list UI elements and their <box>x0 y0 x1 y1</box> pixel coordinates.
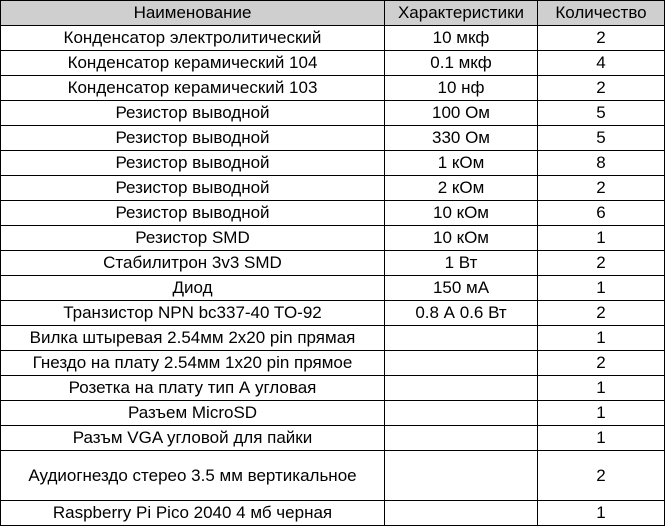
cell-quantity: 1 <box>538 401 665 426</box>
cell-quantity: 2 <box>538 26 665 51</box>
table-row <box>1 51 665 76</box>
table-row <box>1 501 665 526</box>
cell-quantity: 2 <box>538 251 665 276</box>
cell-quantity: 1 <box>538 326 665 351</box>
cell-name: Вилка штыревая 2.54мм 2x20 pin прямая <box>1 326 385 351</box>
cell-name: Raspberry Pi Pico 2040 4 мб черная <box>1 501 385 526</box>
cell-characteristics: 10 кОм <box>385 201 538 226</box>
cell-name: Конденсатор керамический 104 <box>1 51 385 76</box>
header-characteristics: Характеристики <box>385 1 538 26</box>
table-row <box>1 126 665 151</box>
cell-characteristics: 1 Вт <box>385 251 538 276</box>
table-row <box>1 151 665 176</box>
cell-characteristics: 10 кОм <box>385 226 538 251</box>
cell-name: Аудиогнездо стерео 3.5 мм вертикальное <box>1 451 385 501</box>
cell-characteristics: 100 Ом <box>385 101 538 126</box>
cell-name: Диод <box>1 276 385 301</box>
cell-characteristics: 2 кОм <box>385 176 538 201</box>
cell-name: Разъем MicroSD <box>1 401 385 426</box>
cell-quantity: 6 <box>538 201 665 226</box>
header-row <box>1 1 665 26</box>
table-row <box>1 101 665 126</box>
cell-name: Резистор выводной <box>1 201 385 226</box>
cell-characteristics <box>385 401 538 426</box>
cell-quantity: 2 <box>538 351 665 376</box>
cell-characteristics <box>385 376 538 401</box>
table-row <box>1 426 665 451</box>
cell-quantity: 5 <box>538 126 665 151</box>
header-quantity: Количество <box>538 1 665 26</box>
cell-name: Резистор выводной <box>1 176 385 201</box>
table-row <box>1 326 665 351</box>
cell-quantity: 4 <box>538 51 665 76</box>
table-row <box>1 226 665 251</box>
cell-quantity: 1 <box>538 226 665 251</box>
cell-quantity: 1 <box>538 276 665 301</box>
table-body <box>1 26 665 526</box>
cell-name: Конденсатор электролитический <box>1 26 385 51</box>
table-row <box>1 176 665 201</box>
cell-name: Разъм VGA угловой для пайки <box>1 426 385 451</box>
table-row <box>1 401 665 426</box>
cell-characteristics: 0.8 А 0.6 Вт <box>385 301 538 326</box>
cell-characteristics <box>385 326 538 351</box>
cell-quantity: 8 <box>538 151 665 176</box>
cell-name: Резистор выводной <box>1 126 385 151</box>
cell-characteristics: 1 кОм <box>385 151 538 176</box>
table-row <box>1 276 665 301</box>
cell-quantity: 5 <box>538 101 665 126</box>
cell-quantity: 1 <box>538 501 665 526</box>
cell-characteristics: 150 мА <box>385 276 538 301</box>
cell-characteristics <box>385 501 538 526</box>
table-row <box>1 26 665 51</box>
table-row <box>1 76 665 101</box>
cell-name: Транзистор NPN bc337-40 TO-92 <box>1 301 385 326</box>
cell-quantity: 2 <box>538 76 665 101</box>
cell-characteristics: 10 мкф <box>385 26 538 51</box>
cell-characteristics: 330 Ом <box>385 126 538 151</box>
cell-name: Резистор SMD <box>1 226 385 251</box>
table-row <box>1 251 665 276</box>
cell-name: Розетка на плату тип А угловая <box>1 376 385 401</box>
cell-name: Резистор выводной <box>1 101 385 126</box>
table-row <box>1 376 665 401</box>
cell-name: Конденсатор керамический 103 <box>1 76 385 101</box>
table-row <box>1 301 665 326</box>
cell-name: Гнездо на плату 2.54мм 1x20 pin прямое <box>1 351 385 376</box>
header-name: Наименование <box>1 1 385 26</box>
cell-name: Стабилитрон 3v3 SMD <box>1 251 385 276</box>
cell-characteristics <box>385 426 538 451</box>
cell-quantity: 1 <box>538 426 665 451</box>
cell-characteristics <box>385 451 538 501</box>
cell-quantity: 2 <box>538 301 665 326</box>
cell-characteristics: 0.1 мкф <box>385 51 538 76</box>
cell-characteristics: 10 нф <box>385 76 538 101</box>
table-row <box>1 201 665 226</box>
table-row <box>1 451 665 501</box>
table-row <box>1 351 665 376</box>
cell-quantity: 2 <box>538 451 665 501</box>
cell-quantity: 1 <box>538 376 665 401</box>
cell-characteristics <box>385 351 538 376</box>
cell-name: Резистор выводной <box>1 151 385 176</box>
cell-quantity: 2 <box>538 176 665 201</box>
